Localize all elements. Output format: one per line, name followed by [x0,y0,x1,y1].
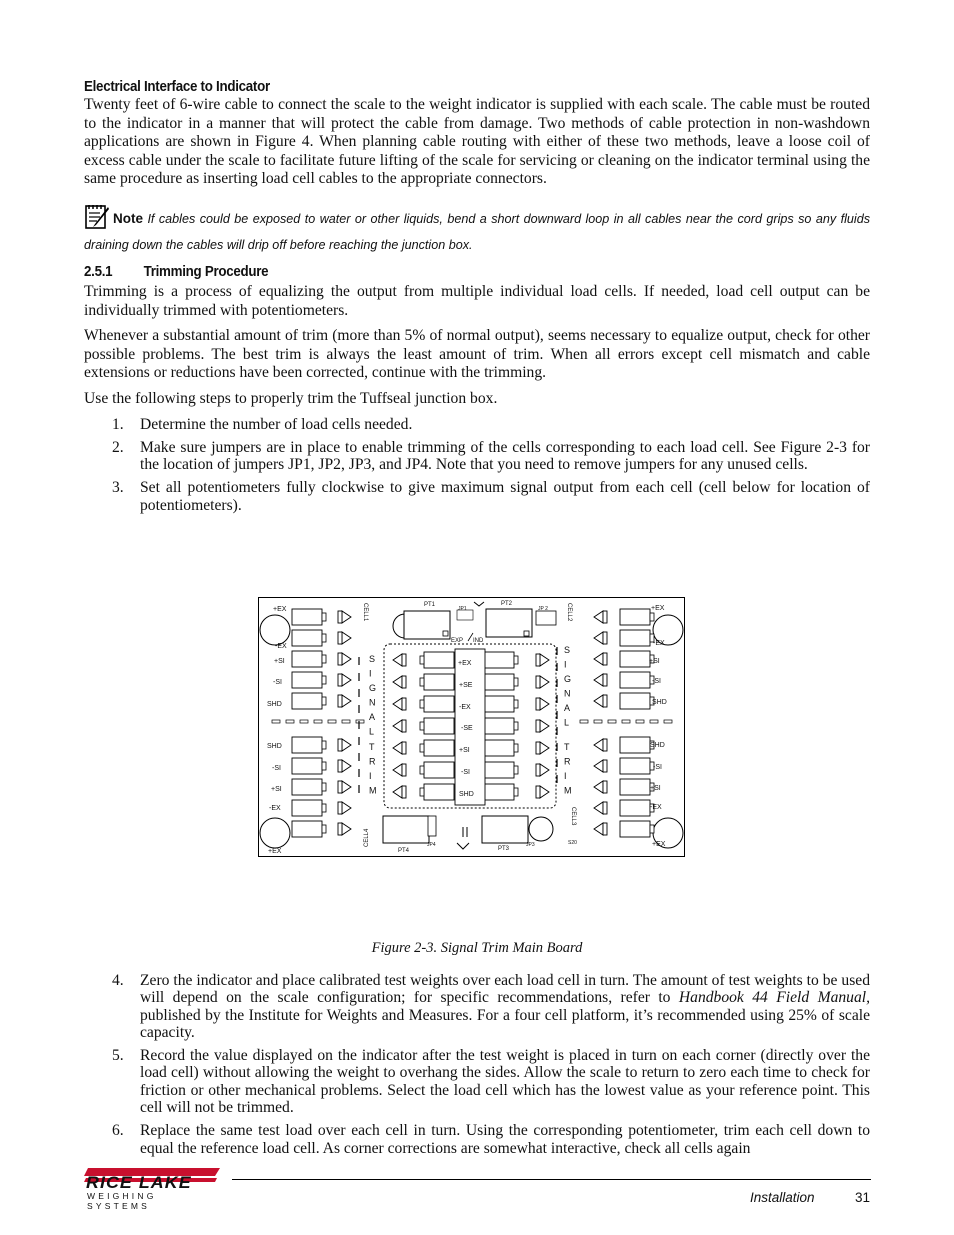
dash-mark [622,720,630,723]
label-center: -EX [459,704,471,711]
terminal-tab [514,788,518,796]
label-cell1: +EX [273,606,287,613]
terminal-cell1 [292,651,322,667]
screw-clamp-body [338,611,342,623]
screw-clamp-body [338,695,342,707]
terminal-tab [322,741,326,749]
section-title: Trimming Procedure [143,264,269,280]
signal-letter-right: A [564,703,571,713]
jp2-block [536,611,556,625]
terminal-center-right [484,718,514,734]
screw-clamp-body [338,802,342,814]
terminal-tab [514,700,518,708]
dash-mark [272,720,280,723]
paragraph-trim-2: Whenever a substantial amount of trim (more than 5% of normal output), seems necessary to equalize output, check for other possible problems. The best trim is always the least amount of trim. When all errors except cell mismatch and cable extensions or reductions have been corrected, continue with the trimming. [84,327,870,382]
steps-list-b-wrap [84,972,870,1157]
label-cell1: SHD [267,701,282,708]
label-exp: EXP [451,638,464,644]
screw-clamp-body [603,802,607,814]
terminal-cell3 [620,737,650,753]
list-item: 6. Replace the same test load over each cell in turn. Using the corresponding potentiometer, trim each cell down to equal the reference load cell. As corner corrections are somewhat interactive, check all cells again [112,1122,870,1157]
terminal-tab [322,634,326,642]
terminal-tab [420,700,424,708]
terminal-cell1 [292,630,322,646]
screw-clamp-body [603,823,607,835]
footer-rule [232,1179,871,1180]
terminal-tab [420,788,424,796]
logo-text: RICE LAKE [86,1173,192,1192]
trim-letter-right: T [564,742,570,752]
label-cell2-title: CELL2 [566,603,572,622]
terminal-center-left [424,740,454,756]
label-cell2: +SI [649,658,660,665]
screw-clamp-body [402,676,406,688]
screw-clamp-body [536,698,540,710]
terminal-cell3 [620,779,650,795]
signal-letter-left: I [369,668,372,679]
label-cell2: +EX [651,605,665,612]
terminal-tab [514,678,518,686]
terminal-tab [420,656,424,664]
label-cell4: +EX [268,848,282,855]
footer-section: Installation [750,1190,815,1205]
rice-lake-logo [84,1166,224,1211]
terminal-cell2 [620,630,650,646]
terminal-center-right [484,652,514,668]
label-jp3: JP3 [526,842,535,848]
dash-mark [650,720,658,723]
terminal-tab [322,762,326,770]
screw-clamp-body [603,653,607,665]
terminal-tab [322,783,326,791]
label-cell4: +SI [271,786,282,793]
terminal-center-right [484,740,514,756]
terminal-cell4 [292,821,322,837]
page-number: 31 [855,1190,871,1205]
terminal-tab [420,766,424,774]
figure-caption: Figure 2-3. Signal Trim Main Board [371,940,583,956]
trim-letter-left: T [369,742,375,752]
section-heading-trimming [84,264,807,280]
label-cell4: SHD [267,743,282,750]
terminal-tab [514,744,518,752]
screw-clamp-body [536,764,540,776]
paragraph-electrical: Twenty feet of 6-wire cable to connect the scale to the weight indicator is supplied with each scale. The cable must be routed to the indicator in a manner that will protect the cable from damage. Two methods of cable protection in non-washdown applications are shown in Figure 4. When planning cable routing with either of these two methods, leave a loose coil of excess cable under the scale to facilitate future lifting of the scale for servicing or cleaning on the indicator terminal using the same procedure as inserting load cell cables to the appropriate connectors. [84,96,870,188]
dash-mark [314,720,322,723]
note-block [84,202,870,258]
label-center: SHD [459,791,474,798]
label-jp1: JP1 [458,606,467,612]
label-cell4-title: CELL4 [364,828,370,847]
label-center: +SE [459,682,473,689]
screw-clamp-body [402,786,406,798]
list-item: 4. Zero the indicator and place calibrated test weights over each load cell in turn. The amount of test weights to be used will depend on the scale configuration; for specific recommendations, refer to Handbook 44 Field Manual, published by the Institute for Weights and Measures. For a four cell platform, it’s recommended using 25% of scale capacity. [112,972,870,1041]
jp4-block [428,816,436,836]
label-center: -SI [461,769,470,776]
label-jp4: JP4 [427,842,436,848]
terminal-tab [322,804,326,812]
label-cell3: -SI [653,764,662,771]
dash-mark [356,720,364,723]
paragraph-trim-3: Use the following steps to properly trim the Tuffseal junction box. [84,389,498,407]
terminal-center-left [424,674,454,690]
dash-mark [594,720,602,723]
signal-letter-right: L [564,717,570,728]
terminal-tab [420,744,424,752]
screw-clamp-body [603,781,607,793]
terminal-cell4 [292,779,322,795]
screw-clamp-body [603,739,607,751]
dash-mark [328,720,336,723]
section-trimming [84,264,870,514]
steps-list-a [84,416,870,514]
terminal-center-right [484,762,514,778]
dash-mark [342,720,350,723]
screw-clamp-body [402,654,406,666]
screw-clamp-body [603,695,607,707]
screw-clamp-body [402,698,406,710]
trim-letter-right: R [564,756,571,767]
signal-letter-left: L [369,726,375,737]
label-cell4: -SI [272,765,281,772]
terminal-tab [322,676,326,684]
screw-clamp-body [338,632,342,644]
label-cell3: +EX [652,841,666,848]
screw-clamp-body [536,786,540,798]
pt1-screw [443,631,448,636]
screw-clamp-body [603,674,607,686]
note-label: Note [113,211,143,226]
terminal-tab [322,655,326,663]
screw-clamp-body [402,742,406,754]
trim-letter-left: M [369,785,377,796]
content [84,78,870,189]
label-pt2: PT2 [501,601,513,607]
label-cell1-title: CELL1 [362,603,368,622]
label-center: -SE [461,725,473,732]
trim-letter-right: I [564,771,567,781]
dash-mark [636,720,644,723]
terminal-center-right [484,784,514,800]
steps-list-b [84,972,870,1157]
terminal-tab [514,656,518,664]
pt3-block [482,816,528,843]
screw-clamp-body [536,654,540,666]
list-item: 2. Make sure jumpers are in place to enable trimming of the cells corresponding to each load cell. See Figure 2-3 for the location of jumpers JP1, JP2, JP3, and JP4. Note that you need to remove jumpers for any unused cells. [112,438,870,474]
label-center: +SI [459,747,470,754]
terminal-center-right [484,674,514,690]
signal-letter-left: S [369,654,376,664]
signal-letter-right: I [564,659,567,670]
terminal-center-left [424,696,454,712]
terminal-tab [650,825,654,833]
terminal-center-left [424,762,454,778]
label-cell1: +SI [274,658,285,665]
terminal-cell3 [620,758,650,774]
signal-letter-left: N [369,697,376,708]
section-heading-electrical: Electrical Interface to Indicator [84,79,270,95]
terminal-cell2 [620,693,650,709]
label-cell3: +SI [650,785,661,792]
dash-mark [664,720,672,723]
label-cell2: -EX [653,640,665,647]
figure-signal-trim-board [258,597,685,857]
pot-circle [529,817,553,841]
signal-letter-right: S [564,645,571,655]
terminal-cell3 [620,800,650,816]
terminal-cell4 [292,800,322,816]
screw-clamp-body [603,611,607,623]
screw-clamp-body [338,781,342,793]
screw-clamp-body [338,739,342,751]
terminal-cell1 [292,693,322,709]
terminal-center-left [424,784,454,800]
label-center: +EX [458,660,472,667]
terminal-cell2 [620,609,650,625]
screw-clamp-body [402,720,406,732]
screw-clamp-body [338,653,342,665]
label-ind: IND [473,638,484,644]
label-cell2: SHD [652,699,667,706]
terminal-center-right [484,696,514,712]
list-item: 5. Record the value displayed on the indicator after the test weight is placed in turn on each corner (directly over the load cell) without allowing the weight to overhang the sides. Allow the scale to return to zero each time to check for friction or other mechanical problems. Select the load cell which has the lowest value as your reference point. This cell will not be trimmed. [112,1047,870,1117]
screw-clamp-body [338,823,342,835]
screw-clamp-body [536,742,540,754]
terminal-tab [420,678,424,686]
note-text: If cables could be exposed to water or other liquids, bend a short downward loop in all cables near the cord grips so any fluids draining down the cables will drip off before reaching the junction box. [84,212,870,252]
label-pt3: PT3 [498,846,510,852]
terminal-cell3 [620,821,650,837]
screw-clamp-body [603,760,607,772]
mounting-hole [260,818,290,848]
label-pt4: PT4 [398,848,410,854]
dash-mark [300,720,308,723]
label-cell1: -EX [275,643,287,650]
terminal-tab [514,766,518,774]
terminal-tab [322,697,326,705]
terminal-cell2 [620,672,650,688]
label-cell3-title: CELL3 [570,807,576,826]
dash-mark [580,720,588,723]
terminal-center-left [424,718,454,734]
logo-subtext: WEIGHING SYSTEMS [87,1191,157,1211]
screw-clamp-body [603,632,607,644]
signal-letter-right: G [564,674,572,684]
terminal-tab [420,722,424,730]
note-icon [84,202,110,228]
trim-letter-left: I [369,771,372,781]
mounting-hole [260,615,290,645]
label-cell1: -SI [273,679,282,686]
trim-letter-right: M [564,785,572,796]
label-cell2: -SI [652,678,661,685]
label-pt1: PT1 [424,602,436,608]
terminal-tab [322,613,326,621]
signal-letter-right: N [564,688,571,699]
label-s20: S20 [568,840,577,846]
terminal-cell4 [292,737,322,753]
list-item: 3. Set all potentiometers fully clockwise to give maximum signal output from each cell (cell below for location of potentiometers). [112,479,870,514]
terminal-tab [650,613,654,621]
signal-letter-left: A [369,712,376,722]
signal-letter-left: G [369,683,377,693]
list-item: 1. Determine the number of load cells needed. [112,415,413,433]
screw-clamp-body [338,674,342,686]
label-jp2: JP 2 [538,606,548,612]
section-number: 2.5.1 [84,264,113,280]
terminal-center-left [424,652,454,668]
pt2-screw [524,631,529,636]
terminal-tab [322,825,326,833]
screw-clamp-body [338,760,342,772]
terminal-cell2 [620,651,650,667]
board-diagram [258,597,685,857]
terminal-cell1 [292,609,322,625]
terminal-tab [514,722,518,730]
label-cell4: -EX [269,805,281,812]
screw-clamp-body [536,720,540,732]
screw-clamp-body [536,676,540,688]
paragraph-trim-1: Trimming is a process of equalizing the output from multiple individual load cells. If needed, load cell output can be individually trimmed with potentiometers. [84,283,870,319]
dash-mark [608,720,616,723]
pt4-block [383,816,429,843]
trim-letter-left: R [369,756,376,767]
terminal-cell4 [292,758,322,774]
label-cell3: -EX [650,804,662,811]
terminal-cell1 [292,672,322,688]
dash-mark [286,720,294,723]
label-cell3: SHD [650,742,665,749]
screw-clamp-body [402,764,406,776]
